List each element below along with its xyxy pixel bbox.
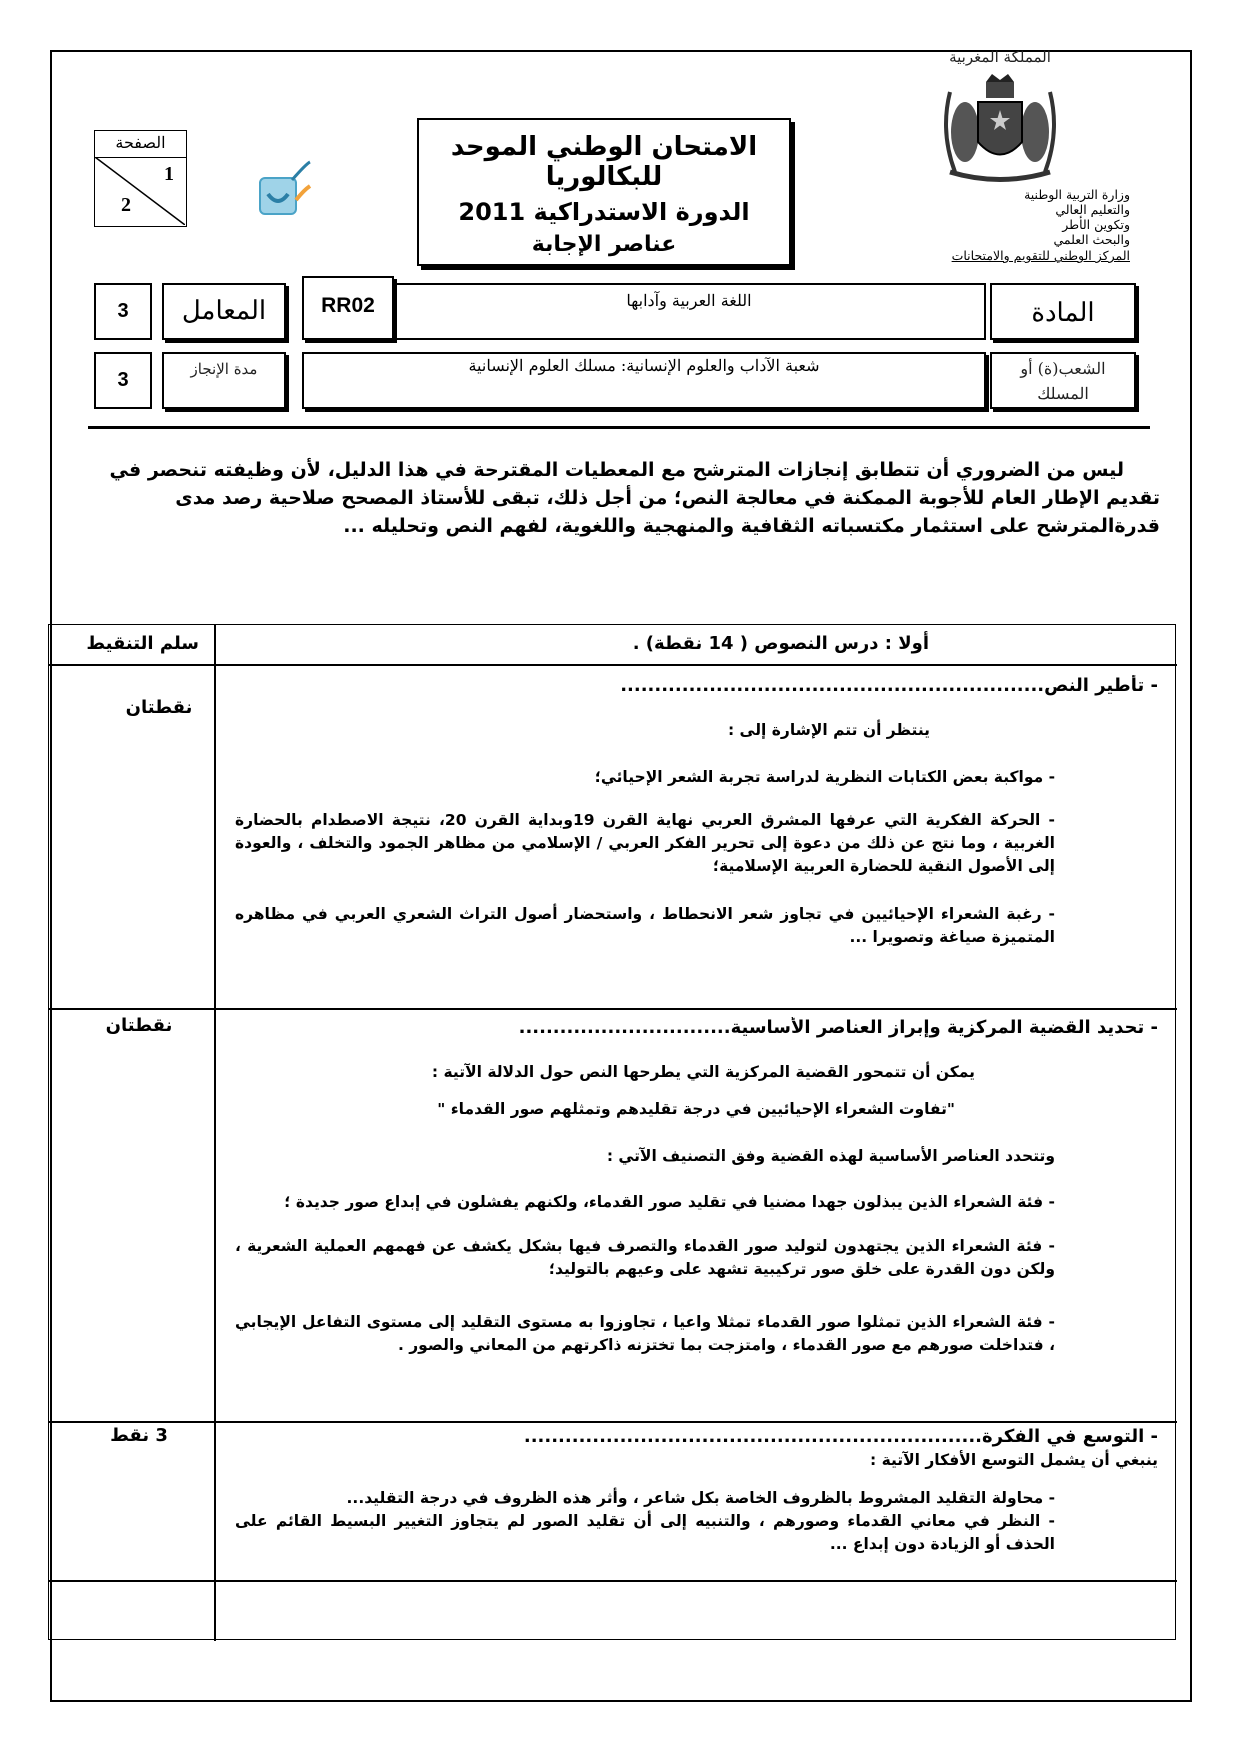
- ministry-line: وتكوين الأطر: [1062, 217, 1130, 232]
- section-paragraph: - فئة الشعراء الذين يبذلون جهدا مضنيا في تقليد صور القدماء، ولكنهم يفشلون في إبداع صور جديدة ؛: [284, 1193, 1055, 1211]
- row-divider: [49, 1008, 1177, 1010]
- header-separator: [88, 426, 1150, 429]
- kingdom-name: المملكة المغربية: [949, 48, 1051, 66]
- score-column-header: سلم التنقيط: [86, 633, 199, 654]
- subject-value: اللغة العربية وآدابها: [626, 291, 752, 310]
- coefficient-value-cell: [94, 283, 152, 340]
- section-title: - التوسع في الفكرة...................................................................: [523, 1426, 1158, 1447]
- section-paragraph: "تفاوت الشعراء الإحيائيين في درجة تقليدهم وتمثلهم صور القدماء ": [437, 1100, 955, 1118]
- page-label: الصفحة: [95, 131, 186, 158]
- section-title: - تأطير النص..............................................................: [620, 675, 1158, 696]
- section-paragraph: يمكن أن تتمحور القضية المركزية التي يطرحها النص حول الدلالة الآتية :: [431, 1063, 975, 1081]
- section-paragraph: - فئة الشعراء الذين تمثلوا صور القدماء تمثلا واعيا ، تجاوزوا به مستوى التقليد إلى مستوى التفاعل الإيجابي ، فتداخلت صورهم مع صور القدماء ، وامتزجت بما تختزنه ذاكرتهم من المعاني والصور .: [235, 1313, 1055, 1354]
- section-paragraph: - فئة الشعراء الذين يجتهدون لتوليد صور القدماء والتصرف فيها بشكل يكشف عن فهمهم العملية الشعرية ، ولكن دون القدرة على خلق صور تركيبية تشهد على وعيهم بالتوليد؛: [235, 1237, 1055, 1278]
- subject-value-cell: [394, 283, 986, 340]
- duration-value-cell: [94, 352, 152, 409]
- duration-value: 3: [117, 369, 129, 391]
- exam-session: الدورة الاستدراكية 2011: [458, 198, 750, 226]
- branch-label-cell: [990, 352, 1136, 409]
- coefficient-label-cell: [162, 283, 286, 340]
- coefficient-label: المعامل: [181, 296, 267, 326]
- main-column-header: أولا : درس النصوص ( 14 نقطة) .: [632, 633, 929, 654]
- row-divider: [49, 1580, 1177, 1582]
- branch-value-cell: [302, 352, 986, 409]
- section-paragraph: - محاولة التقليد المشروط بالظروف الخاصة بكل شاعر ، وأثر هذه الظروف في درجة التقليد...: [346, 1489, 1055, 1507]
- intro-line: تقديم الإطار العام للأجوبة الممكنة في معالجة النص؛ من أجل ذلك، تبقى للأستاذ المصحح صلاحية رصد مدى: [175, 487, 1160, 509]
- subject-label-cell: [990, 283, 1136, 340]
- coefficient-value: 3: [117, 300, 129, 322]
- exam-title-box: [417, 118, 791, 266]
- ministry-line: وزارة التربية الوطنية: [1024, 187, 1130, 202]
- section-score: نقطتان: [105, 1015, 173, 1036]
- answer-table: [48, 624, 1176, 1640]
- intro-line: ليس من الضروري أن تتطابق إنجازات المترشح مع المعطيات المقترحة في هذا الدليل، لأن وظيفته تنحصر في: [109, 459, 1124, 481]
- evaluation-center: المركز الوطني للتقويم والامتحانات: [951, 248, 1130, 263]
- intro-line: قدرةالمترشح على استثمار مكتسباته الثقافية والمنهجية واللغوية، لفهم النص وتحليله ...: [343, 515, 1160, 537]
- section-title: - تحديد القضية المركزية وإبراز العناصر الأساسية...............................: [518, 1017, 1158, 1038]
- section-paragraph: - الحركة الفكرية التي عرفها المشرق العربي نهاية القرن 19وبداية القرن 20، نتيجة الاصطدام بالحضارة الغربية ، وما نتج عن ذلك من دعوة إلى تحرير الفكر العربي / الإسلامي من مظاهر الجمود والتخلف ، والعودة إلى الأصول النقية للحضارة العربية الإسلامية؛: [235, 811, 1055, 875]
- branch-label: الشعب(ة) أو المسلك: [1020, 359, 1106, 403]
- section-paragraph: وتتحدد العناصر الأساسية لهذه القضية وفق التصنيف الآتي :: [606, 1147, 1055, 1165]
- branch-value: شعبة الآداب والعلوم الإنسانية: مسلك العلوم الإنسانية: [468, 356, 820, 375]
- section-paragraph: ينتظر أن تتم الإشارة إلى :: [727, 721, 930, 739]
- row-divider: [49, 1421, 1177, 1423]
- subject-label: المادة: [1031, 298, 1095, 328]
- section-paragraph: - النظر في معاني القدماء وصورهم ، والتنبيه إلى أن تقليد الصور لم يتجاوز التغيير البسيط القائم على الحذف أو الزيادة دون إبداع ...: [235, 1512, 1055, 1553]
- ministry-line: والبحث العلمي: [1053, 232, 1130, 247]
- ministry-header: [870, 48, 1130, 268]
- ministry-line: والتعليم العالي: [1055, 202, 1130, 217]
- exam-title: الامتحان الوطني الموحد للبكالوريا: [450, 132, 758, 192]
- document-type: عناصر الإجابة: [531, 232, 677, 257]
- section-score: 3 نقط: [110, 1425, 168, 1446]
- royal-emblem: [930, 72, 1070, 187]
- intro-paragraph: [62, 456, 1160, 540]
- section-paragraph: ينبغي أن يشمل التوسع الأفكار الآتية :: [869, 1451, 1158, 1469]
- duration-label: مدة الإنجاز: [190, 360, 258, 378]
- duration-label-cell: [162, 352, 286, 409]
- page-current: 1: [164, 163, 174, 185]
- section-score: نقطتان: [125, 697, 193, 718]
- page-number-box: [94, 130, 187, 227]
- subject-code: RR02: [321, 294, 375, 317]
- ministry-name: [870, 187, 1130, 247]
- section-paragraph: - مواكبة بعض الكتابات النظرية لدراسة تجربة الشعر الإحيائي؛: [594, 768, 1055, 786]
- page-total: 2: [121, 194, 131, 216]
- row-divider: [49, 664, 1177, 666]
- section-paragraph: - رغبة الشعراء الإحيائيين في تجاوز شعر الانحطاط ، واستحضار أصول التراث الشعري العربي في مظاهره المتميزة صياغة وتصويرا ...: [235, 905, 1055, 946]
- center-logo-icon: [258, 160, 318, 222]
- column-divider: [214, 625, 216, 1641]
- code-cell: [302, 276, 394, 340]
